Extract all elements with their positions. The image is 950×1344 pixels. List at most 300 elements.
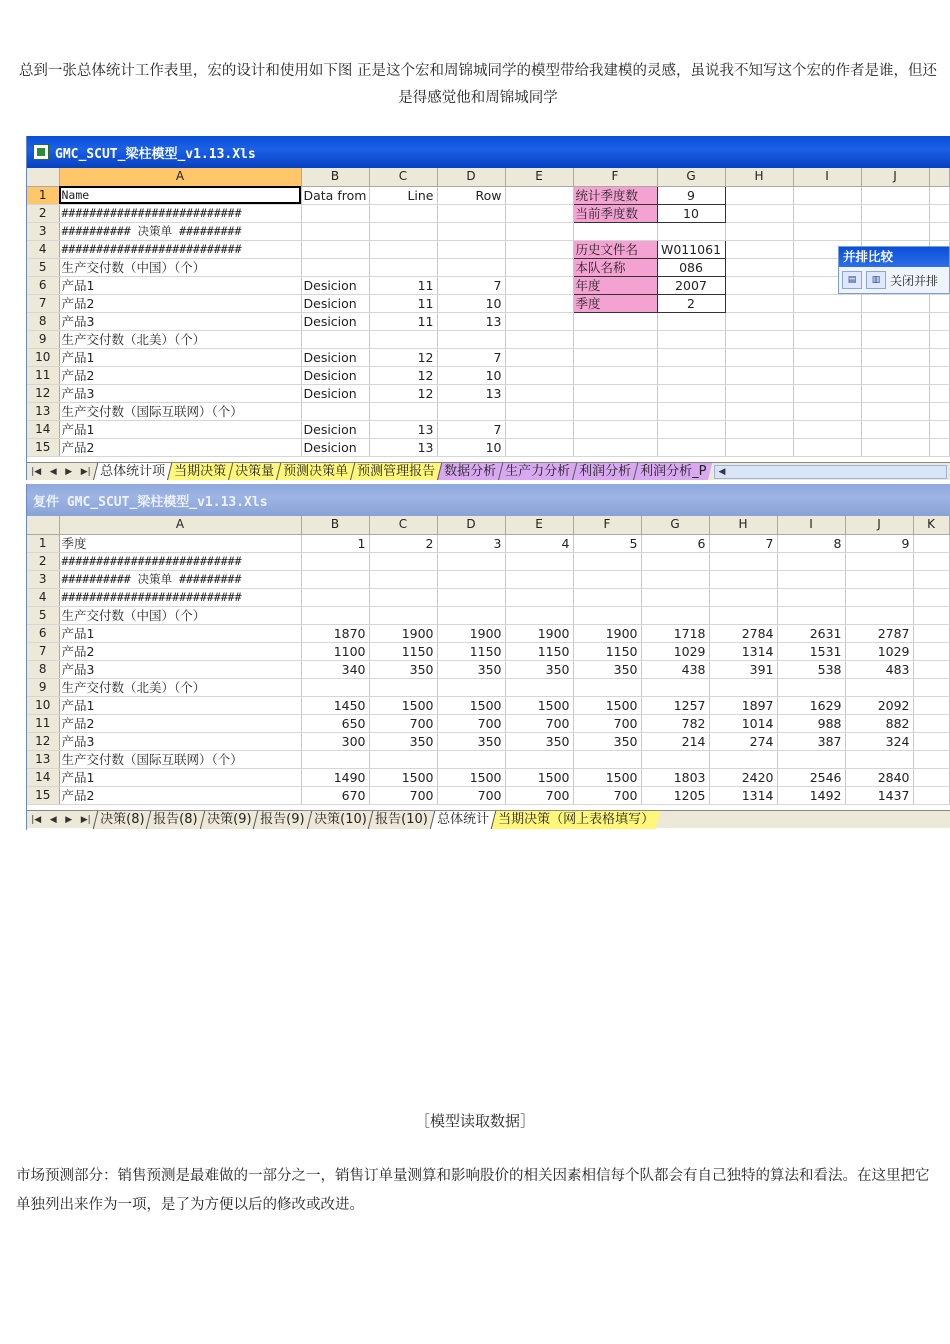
cell-J13[interactable]: [845, 750, 913, 768]
cell-D5[interactable]: [437, 606, 505, 624]
sheet-tab[interactable]: [572, 463, 638, 481]
sync-scroll-icon[interactable]: ▤: [842, 271, 862, 289]
cell-I11[interactable]: [793, 366, 861, 384]
row-header[interactable]: 15: [27, 786, 59, 804]
cell-C3[interactable]: [369, 570, 437, 588]
sheet-tab[interactable]: [93, 811, 151, 829]
cell-A10[interactable]: 产品1: [59, 348, 301, 366]
cell-D7[interactable]: 10: [437, 294, 505, 312]
cell-C12[interactable]: 350: [369, 732, 437, 750]
cell-B14[interactable]: 1490: [301, 768, 369, 786]
sheet-tab[interactable]: [146, 811, 204, 829]
cell-B2[interactable]: [301, 204, 369, 222]
cell-G13[interactable]: [657, 402, 725, 420]
cell-F9[interactable]: [573, 678, 641, 696]
cell-F6[interactable]: 1900: [573, 624, 641, 642]
cell-K8[interactable]: [913, 660, 949, 678]
cell-K14[interactable]: [913, 768, 949, 786]
row-header[interactable]: 1: [27, 186, 59, 204]
cell-E4[interactable]: [505, 240, 573, 258]
cell-J12[interactable]: [861, 384, 929, 402]
cell-K3[interactable]: [929, 222, 949, 240]
column-header[interactable]: J: [861, 168, 929, 186]
cell-B13[interactable]: [301, 750, 369, 768]
cell-A8[interactable]: 产品3: [59, 660, 301, 678]
cell-C10[interactable]: 12: [369, 348, 437, 366]
cell-B8[interactable]: 340: [301, 660, 369, 678]
column-header[interactable]: H: [725, 168, 793, 186]
cell-K2[interactable]: [929, 204, 949, 222]
cell-H2[interactable]: [709, 552, 777, 570]
cell-G3[interactable]: [657, 222, 725, 240]
cell-A12[interactable]: 产品3: [59, 732, 301, 750]
cell-K12[interactable]: [929, 384, 949, 402]
cell-K13[interactable]: [929, 402, 949, 420]
row-header[interactable]: 3: [27, 222, 59, 240]
cell-D15[interactable]: 700: [437, 786, 505, 804]
column-header[interactable]: J: [845, 516, 913, 534]
cell-A6[interactable]: 产品1: [59, 624, 301, 642]
window-titlebar[interactable]: [27, 484, 950, 516]
column-header[interactable]: H: [709, 516, 777, 534]
cell-H5[interactable]: [709, 606, 777, 624]
cell-H12[interactable]: 274: [709, 732, 777, 750]
cell-C8[interactable]: 350: [369, 660, 437, 678]
cell-F14[interactable]: [573, 420, 657, 438]
row-header[interactable]: 14: [27, 768, 59, 786]
cell-C11[interactable]: 12: [369, 366, 437, 384]
cell-I4[interactable]: [777, 588, 845, 606]
reset-window-icon[interactable]: ▥: [866, 271, 886, 289]
cell-H10[interactable]: 1897: [709, 696, 777, 714]
cell-A12[interactable]: 产品3: [59, 384, 301, 402]
cell-D3[interactable]: [437, 222, 505, 240]
cell-A9[interactable]: 生产交付数（北美）（个）: [59, 678, 301, 696]
cell-H3[interactable]: [725, 222, 793, 240]
cell-J3[interactable]: [845, 570, 913, 588]
cell-B4[interactable]: [301, 588, 369, 606]
cell-H15[interactable]: 1314: [709, 786, 777, 804]
row-header[interactable]: 9: [27, 678, 59, 696]
cell-H6[interactable]: 2784: [709, 624, 777, 642]
sheet-tab[interactable]: [228, 463, 281, 481]
cell-B10[interactable]: 1450: [301, 696, 369, 714]
column-header[interactable]: E: [505, 516, 573, 534]
cell-J11[interactable]: 882: [845, 714, 913, 732]
sheet-nav-buttons[interactable]: [27, 467, 95, 477]
cell-E2[interactable]: [505, 552, 573, 570]
row-header[interactable]: 4: [27, 588, 59, 606]
cell-J1[interactable]: [861, 186, 929, 204]
cell-D14[interactable]: 7: [437, 420, 505, 438]
cell-I8[interactable]: [793, 312, 861, 330]
next-sheet-icon[interactable]: ▶: [65, 466, 73, 477]
cell-K7[interactable]: [929, 294, 949, 312]
cell-C2[interactable]: [369, 552, 437, 570]
column-header[interactable]: K: [913, 516, 949, 534]
sheet-tab[interactable]: [276, 463, 355, 481]
cell-B9[interactable]: [301, 330, 369, 348]
cell-J8[interactable]: 483: [845, 660, 913, 678]
cell-D8[interactable]: 13: [437, 312, 505, 330]
cell-F5[interactable]: 本队名称: [573, 258, 657, 276]
cell-E10[interactable]: 1500: [505, 696, 573, 714]
cell-D4[interactable]: [437, 588, 505, 606]
cell-G14[interactable]: 1803: [641, 768, 709, 786]
sheet-tab[interactable]: [200, 811, 258, 829]
cell-K7[interactable]: [913, 642, 949, 660]
cell-I6[interactable]: 2631: [777, 624, 845, 642]
cell-A5[interactable]: 生产交付数（中国）（个）: [59, 258, 301, 276]
cell-I8[interactable]: 538: [777, 660, 845, 678]
row-header[interactable]: 5: [27, 606, 59, 624]
row-header[interactable]: 11: [27, 714, 59, 732]
row-header[interactable]: 12: [27, 384, 59, 402]
cell-C11[interactable]: 700: [369, 714, 437, 732]
cell-C10[interactable]: 1500: [369, 696, 437, 714]
cell-K13[interactable]: [913, 750, 949, 768]
cell-I3[interactable]: [793, 222, 861, 240]
cell-E13[interactable]: [505, 402, 573, 420]
cell-K1[interactable]: [929, 186, 949, 204]
cell-A10[interactable]: 产品1: [59, 696, 301, 714]
column-header[interactable]: D: [437, 516, 505, 534]
cell-A15[interactable]: 产品2: [59, 438, 301, 456]
cell-I9[interactable]: [777, 678, 845, 696]
cell-E1[interactable]: [505, 186, 573, 204]
cell-D14[interactable]: 1500: [437, 768, 505, 786]
cell-B3[interactable]: [301, 222, 369, 240]
cell-G4[interactable]: [641, 588, 709, 606]
cell-H14[interactable]: 2420: [709, 768, 777, 786]
cell-F8[interactable]: [573, 312, 657, 330]
cell-I14[interactable]: 2546: [777, 768, 845, 786]
cell-D9[interactable]: [437, 678, 505, 696]
cell-B5[interactable]: [301, 606, 369, 624]
prev-sheet-icon[interactable]: ◀: [49, 466, 57, 477]
cell-F7[interactable]: 1150: [573, 642, 641, 660]
cell-H5[interactable]: [725, 258, 793, 276]
cell-F11[interactable]: 700: [573, 714, 641, 732]
cell-G15[interactable]: 1205: [641, 786, 709, 804]
cell-B1[interactable]: 1: [301, 534, 369, 552]
cell-A1[interactable]: Name: [59, 186, 301, 204]
cell-B4[interactable]: [301, 240, 369, 258]
cell-K15[interactable]: [929, 438, 949, 456]
cell-E12[interactable]: [505, 384, 573, 402]
cell-C15[interactable]: 13: [369, 438, 437, 456]
column-header[interactable]: E: [505, 168, 573, 186]
row-header[interactable]: 11: [27, 366, 59, 384]
cell-G11[interactable]: 782: [641, 714, 709, 732]
cell-F13[interactable]: [573, 750, 641, 768]
cell-B7[interactable]: Desicion: [301, 294, 369, 312]
cell-F10[interactable]: [573, 348, 657, 366]
cell-I12[interactable]: 387: [777, 732, 845, 750]
row-header[interactable]: 2: [27, 204, 59, 222]
cell-E13[interactable]: [505, 750, 573, 768]
row-header[interactable]: 6: [27, 624, 59, 642]
horizontal-scrollbar[interactable]: [714, 465, 947, 479]
cell-F1[interactable]: 统计季度数: [573, 186, 657, 204]
cell-G5[interactable]: 086: [657, 258, 725, 276]
cell-F3[interactable]: [573, 570, 641, 588]
row-header[interactable]: 5: [27, 258, 59, 276]
sheet-tab-bar[interactable]: [27, 462, 950, 480]
cell-G11[interactable]: [657, 366, 725, 384]
cell-H15[interactable]: [725, 438, 793, 456]
cell-H11[interactable]: [725, 366, 793, 384]
cell-I9[interactable]: [793, 330, 861, 348]
sheet-tab[interactable]: [93, 463, 172, 481]
cell-F14[interactable]: 1500: [573, 768, 641, 786]
column-header[interactable]: C: [369, 168, 437, 186]
cell-J5[interactable]: [845, 606, 913, 624]
cell-F12[interactable]: [573, 384, 657, 402]
cell-J7[interactable]: 1029: [845, 642, 913, 660]
cell-C9[interactable]: [369, 330, 437, 348]
cell-G2[interactable]: 10: [657, 204, 725, 222]
sheet-tab[interactable]: [633, 463, 713, 481]
row-header[interactable]: 6: [27, 276, 59, 294]
cell-G9[interactable]: [657, 330, 725, 348]
cell-E7[interactable]: 1150: [505, 642, 573, 660]
cell-H7[interactable]: 1314: [709, 642, 777, 660]
first-sheet-icon[interactable]: |◀: [31, 814, 42, 825]
cell-C4[interactable]: [369, 588, 437, 606]
row-header[interactable]: 12: [27, 732, 59, 750]
cell-J6[interactable]: 2787: [845, 624, 913, 642]
first-sheet-icon[interactable]: |◀: [31, 466, 42, 477]
cell-F12[interactable]: 350: [573, 732, 641, 750]
column-header[interactable]: F: [573, 168, 657, 186]
sheet-tab[interactable]: [437, 463, 503, 481]
cell-E6[interactable]: 1900: [505, 624, 573, 642]
cell-C14[interactable]: 13: [369, 420, 437, 438]
row-header[interactable]: 1: [27, 534, 59, 552]
cell-A14[interactable]: 产品1: [59, 420, 301, 438]
row-header[interactable]: 13: [27, 402, 59, 420]
cell-J4[interactable]: [845, 588, 913, 606]
cell-B6[interactable]: Desicion: [301, 276, 369, 294]
cell-H11[interactable]: 1014: [709, 714, 777, 732]
cell-J14[interactable]: 2840: [845, 768, 913, 786]
cell-I2[interactable]: [793, 204, 861, 222]
cell-I10[interactable]: [793, 348, 861, 366]
cell-H1[interactable]: 7: [709, 534, 777, 552]
cell-D2[interactable]: [437, 204, 505, 222]
cell-F6[interactable]: 年度: [573, 276, 657, 294]
cell-A13[interactable]: 生产交付数（国际互联网）（个）: [59, 750, 301, 768]
cell-K9[interactable]: [929, 330, 949, 348]
cell-B14[interactable]: Desicion: [301, 420, 369, 438]
cell-D10[interactable]: 1500: [437, 696, 505, 714]
cell-H4[interactable]: [709, 588, 777, 606]
cell-J8[interactable]: [861, 312, 929, 330]
cell-K10[interactable]: [913, 696, 949, 714]
cell-G7[interactable]: 1029: [641, 642, 709, 660]
cell-C5[interactable]: [369, 606, 437, 624]
cell-C13[interactable]: [369, 750, 437, 768]
cell-K8[interactable]: [929, 312, 949, 330]
cell-G13[interactable]: [641, 750, 709, 768]
cell-I15[interactable]: 1492: [777, 786, 845, 804]
cell-E11[interactable]: 700: [505, 714, 573, 732]
cell-H7[interactable]: [725, 294, 793, 312]
cell-G3[interactable]: [641, 570, 709, 588]
cell-B15[interactable]: 670: [301, 786, 369, 804]
cell-I10[interactable]: 1629: [777, 696, 845, 714]
cell-G15[interactable]: [657, 438, 725, 456]
cell-H8[interactable]: 391: [709, 660, 777, 678]
cell-D6[interactable]: 1900: [437, 624, 505, 642]
cell-E14[interactable]: [505, 420, 573, 438]
column-header[interactable]: C: [369, 516, 437, 534]
cell-I1[interactable]: 8: [777, 534, 845, 552]
scroll-left-icon[interactable]: ◀: [718, 466, 726, 477]
cell-E2[interactable]: [505, 204, 573, 222]
cell-E11[interactable]: [505, 366, 573, 384]
column-header[interactable]: I: [777, 516, 845, 534]
cell-G8[interactable]: 438: [641, 660, 709, 678]
cell-E9[interactable]: [505, 330, 573, 348]
cell-D12[interactable]: 13: [437, 384, 505, 402]
cell-H8[interactable]: [725, 312, 793, 330]
cell-A14[interactable]: 产品1: [59, 768, 301, 786]
cell-F11[interactable]: [573, 366, 657, 384]
cell-B8[interactable]: Desicion: [301, 312, 369, 330]
cell-B12[interactable]: Desicion: [301, 384, 369, 402]
cell-A2[interactable]: ##########################: [59, 552, 301, 570]
cell-G1[interactable]: 9: [657, 186, 725, 204]
cell-E4[interactable]: [505, 588, 573, 606]
cell-K15[interactable]: [913, 786, 949, 804]
row-header[interactable]: 8: [27, 312, 59, 330]
window-titlebar[interactable]: [27, 136, 950, 168]
cell-D6[interactable]: 7: [437, 276, 505, 294]
cell-E5[interactable]: [505, 606, 573, 624]
cell-H2[interactable]: [725, 204, 793, 222]
cell-D11[interactable]: 10: [437, 366, 505, 384]
cell-F9[interactable]: [573, 330, 657, 348]
cell-H14[interactable]: [725, 420, 793, 438]
cell-E6[interactable]: [505, 276, 573, 294]
next-sheet-icon[interactable]: ▶: [65, 814, 73, 825]
spreadsheet-grid[interactable]: [27, 168, 950, 457]
cell-F10[interactable]: 1500: [573, 696, 641, 714]
cell-A15[interactable]: 产品2: [59, 786, 301, 804]
cell-D7[interactable]: 1150: [437, 642, 505, 660]
cell-F4[interactable]: [573, 588, 641, 606]
cell-G5[interactable]: [641, 606, 709, 624]
cell-B1[interactable]: Data from: [301, 186, 369, 204]
cell-C3[interactable]: [369, 222, 437, 240]
cell-F2[interactable]: [573, 552, 641, 570]
cell-D13[interactable]: [437, 402, 505, 420]
cell-G1[interactable]: 6: [641, 534, 709, 552]
cell-G14[interactable]: [657, 420, 725, 438]
cell-G10[interactable]: 1257: [641, 696, 709, 714]
cell-A2[interactable]: ##########################: [59, 204, 301, 222]
cell-D2[interactable]: [437, 552, 505, 570]
cell-H4[interactable]: [725, 240, 793, 258]
cell-I7[interactable]: [793, 294, 861, 312]
cell-G12[interactable]: [657, 384, 725, 402]
cell-E15[interactable]: 700: [505, 786, 573, 804]
row-header[interactable]: 10: [27, 348, 59, 366]
cell-I7[interactable]: 1531: [777, 642, 845, 660]
sheet-nav-buttons[interactable]: [27, 815, 95, 825]
cell-J2[interactable]: [861, 204, 929, 222]
cell-G4[interactable]: W011061: [657, 240, 725, 258]
column-header[interactable]: G: [641, 516, 709, 534]
cell-G10[interactable]: [657, 348, 725, 366]
cell-K2[interactable]: [913, 552, 949, 570]
sheet-tab[interactable]: [368, 811, 434, 829]
cell-I13[interactable]: [793, 402, 861, 420]
last-sheet-icon[interactable]: ▶|: [80, 814, 91, 825]
cell-K5[interactable]: [913, 606, 949, 624]
cell-J10[interactable]: [861, 348, 929, 366]
column-header[interactable]: B: [301, 516, 369, 534]
cell-G6[interactable]: 1718: [641, 624, 709, 642]
cell-A4[interactable]: ##########################: [59, 588, 301, 606]
column-header[interactable]: F: [573, 516, 641, 534]
cell-C6[interactable]: 1900: [369, 624, 437, 642]
cell-H6[interactable]: [725, 276, 793, 294]
cell-B15[interactable]: Desicion: [301, 438, 369, 456]
cell-A3[interactable]: ########## 决策单 #########: [59, 570, 301, 588]
cell-D15[interactable]: 10: [437, 438, 505, 456]
cell-J10[interactable]: 2092: [845, 696, 913, 714]
cell-H9[interactable]: [709, 678, 777, 696]
cell-D9[interactable]: [437, 330, 505, 348]
cell-H13[interactable]: [725, 402, 793, 420]
cell-C14[interactable]: 1500: [369, 768, 437, 786]
cell-A8[interactable]: 产品3: [59, 312, 301, 330]
cell-H1[interactable]: [725, 186, 793, 204]
cell-B10[interactable]: Desicion: [301, 348, 369, 366]
cell-C12[interactable]: 12: [369, 384, 437, 402]
cell-B11[interactable]: 650: [301, 714, 369, 732]
close-compare-button[interactable]: 关闭并排: [890, 273, 939, 288]
cell-I1[interactable]: [793, 186, 861, 204]
cell-A1[interactable]: 季度: [59, 534, 301, 552]
cell-B5[interactable]: [301, 258, 369, 276]
cell-J7[interactable]: [861, 294, 929, 312]
cell-J11[interactable]: [861, 366, 929, 384]
cell-H12[interactable]: [725, 384, 793, 402]
cell-F1[interactable]: 5: [573, 534, 641, 552]
cell-C5[interactable]: [369, 258, 437, 276]
cell-J13[interactable]: [861, 402, 929, 420]
cell-H10[interactable]: [725, 348, 793, 366]
cell-A13[interactable]: 生产交付数（国际互联网）（个）: [59, 402, 301, 420]
cell-E8[interactable]: 350: [505, 660, 573, 678]
cell-E5[interactable]: [505, 258, 573, 276]
sheet-tab[interactable]: [430, 811, 496, 829]
cell-G2[interactable]: [641, 552, 709, 570]
cell-A7[interactable]: 产品2: [59, 642, 301, 660]
cell-B9[interactable]: [301, 678, 369, 696]
cell-F2[interactable]: 当前季度数: [573, 204, 657, 222]
cell-J9[interactable]: [845, 678, 913, 696]
sheet-tab[interactable]: [491, 811, 661, 829]
column-header[interactable]: A: [59, 168, 301, 186]
column-header[interactable]: I: [793, 168, 861, 186]
compare-side-by-side-toolbar[interactable]: [838, 246, 950, 294]
cell-J3[interactable]: [861, 222, 929, 240]
